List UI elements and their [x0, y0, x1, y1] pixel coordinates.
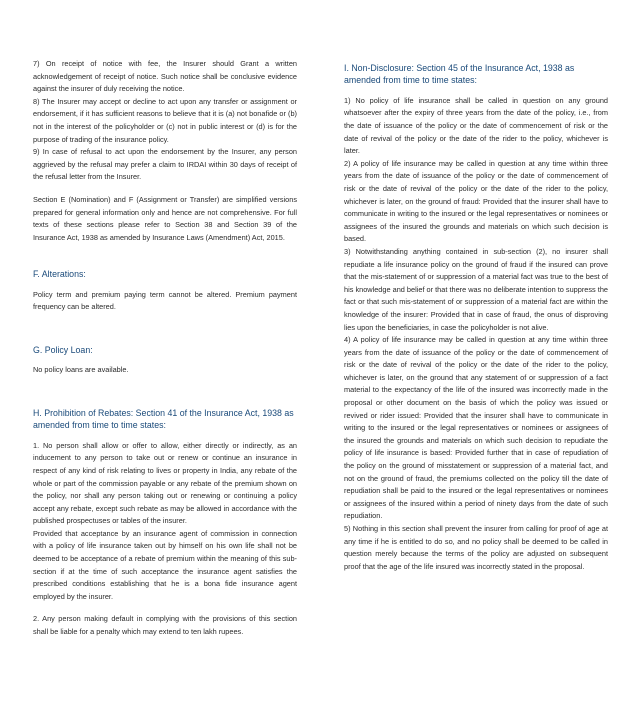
clause-8: 8) The Insurer may accept or decline to act upon any transfer or assignment or endorsement, if it has sufficient reasons to believe that it is (a) not bonafide or (b) not in the interest of the policyholder or (c) not in public interest or (d) is for the purpose of trading of the insurance policy. [33, 96, 297, 144]
right-column [344, 62, 608, 573]
clause-9: 9) In case of refusal to act upon the endorsement by the Insurer, any person aggrieved by the refusal may prefer a claim to IRDAI within 30 days of receipt of the refusal letter from the Insurer. [33, 147, 297, 182]
section-i-clause-1: 1) No policy of life insurance shall be called in question on any ground whatsoever after the expiry of three years from the date of the policy, i.e., from the date of issuance of the policy or the date of commencement of risk or the date of revival of the policy or the date of the rider to the policy, whichever is later. [344, 95, 608, 156]
section-f-heading: F. Alterations: [33, 269, 86, 280]
clause-7: 7) On receipt of notice with fee, the Insurer should Grant a written acknowledgement of receipt of notice. Such notice shall be conclusive evidence against the insurer of duly receiving the notice. [33, 59, 297, 94]
section-i-clause-3: 3) Notwithstanding anything contained in sub-section (2), no insurer shall repudiate a life insurance policy on the ground of fraud if the insured can prove that the mis-statement of or suppression of a material fact was true to the best of his knowledge and belief or that there was no deliberate intention to suppress the fact or that such mis-statement of or suppression of a material fact are within the knowledge of the insurer: Provided that in case of fraud, the onus of disproving lies upon the beneficiaries, in case the policyholder is not alive. [344, 246, 608, 332]
section-i-clause-4: 4) A policy of life insurance may be called in question at any time within three years from the date of issuance of the policy or the date of commencement of risk or the date of revival of the policy or the date of the rider to the policy, whichever is later, on the ground that any statement of or suppression of a fact material to the expectancy of the life of the insured was incorrectly made in the proposal or other document on the basis of which the policy was issued or revived or rider issued: Provided that the insurer shall have to communicate in writing to the insured or the legal representatives or nominees or assignees of the insured the grounds and materials on which such decision to repudiate the policy of life insurance is based: Provided further that in case of repudiation of the policy on the ground of misstatement or suppression of a material fact, and not on the ground of fraud, the premiums collected on the policy till the date of repudiation shall be paid to the insured or the legal representatives or nominees or assignees of the insured within a period of ninety days from the date of such repudiation. [344, 335, 608, 521]
section-h-proviso: Provided that acceptance by an insurance agent of commission in connection with a policy of life insurance taken out by himself on his own life shall not be deemed to be acceptance of a rebate of premium within the meaning of this sub-section if at the time of such acceptance the insurance agent satisfies the prescribed conditions establishing that he is a bona fide insurance agent employed by the insurer. [33, 528, 297, 601]
section-h-heading: H. Prohibition of Rebates: Section 41 of the Insurance Act, 1938 as amended from time to time states: [33, 407, 294, 431]
section-g-text: No policy loans are available. [33, 365, 129, 375]
section-h-clause-2: 2. Any person making default in complying with the provisions of this section shall be liable for a penalty which may extend to ten lakh rupees. [33, 614, 297, 637]
section-f-text: Policy term and premium paying term cannot be altered. Premium payment frequency can be altered. [33, 289, 297, 312]
section-i-clause-2: 2) A policy of life insurance may be called in question at any time within three years from the date of issuance of the policy or the date of commencement of risk or the date of revival of the policy or the date of the rider to the policy, whichever is later, on the ground of fraud: Provided that the insurer shall have to communicate in writing to the insured or the legal representatives or nominees or assignees of the insured the grounds and materials on which such decision is based. [344, 158, 608, 244]
section-note: Section E (Nomination) and F (Assignment or Transfer) are simplified versions prepared for general information only and hence are not comprehensive. For full texts of these sections please refer to Section 38 and Section 39 of the Insurance Act, 1938 as amended by Insurance Laws (Amendment) Act, 2015. [33, 194, 297, 242]
section-g-heading: G. Policy Loan: [33, 344, 93, 355]
section-h-clause-1: 1. No person shall allow or offer to allow, either directly or indirectly, as an inducement to any person to take out or renew or continue an insurance in respect of any kind of risk relating to lives or property in India, any rebate of the whole or part of the commission payable or any rebate of the premium shown on the policy, nor shall any person taking out or renewing or continuing a policy accept any rebate, except such rebate as may be allowed in accordance with the published prospectuses or tables of the insurer. [33, 440, 297, 526]
left-column [33, 58, 297, 639]
section-i-heading: I. Non-Disclosure: Section 45 of the Insurance Act, 1938 as amended from time to time states: [344, 63, 575, 86]
section-i-clause-5: 5) Nothing in this section shall prevent the insurer from calling for proof of age at any time if he is entitled to do so, and no policy shall be deemed to be called in question merely because the terms of the policy are adjusted on subsequent proof that the age of the life insured was incorrectly stated in the proposal. [344, 524, 608, 571]
